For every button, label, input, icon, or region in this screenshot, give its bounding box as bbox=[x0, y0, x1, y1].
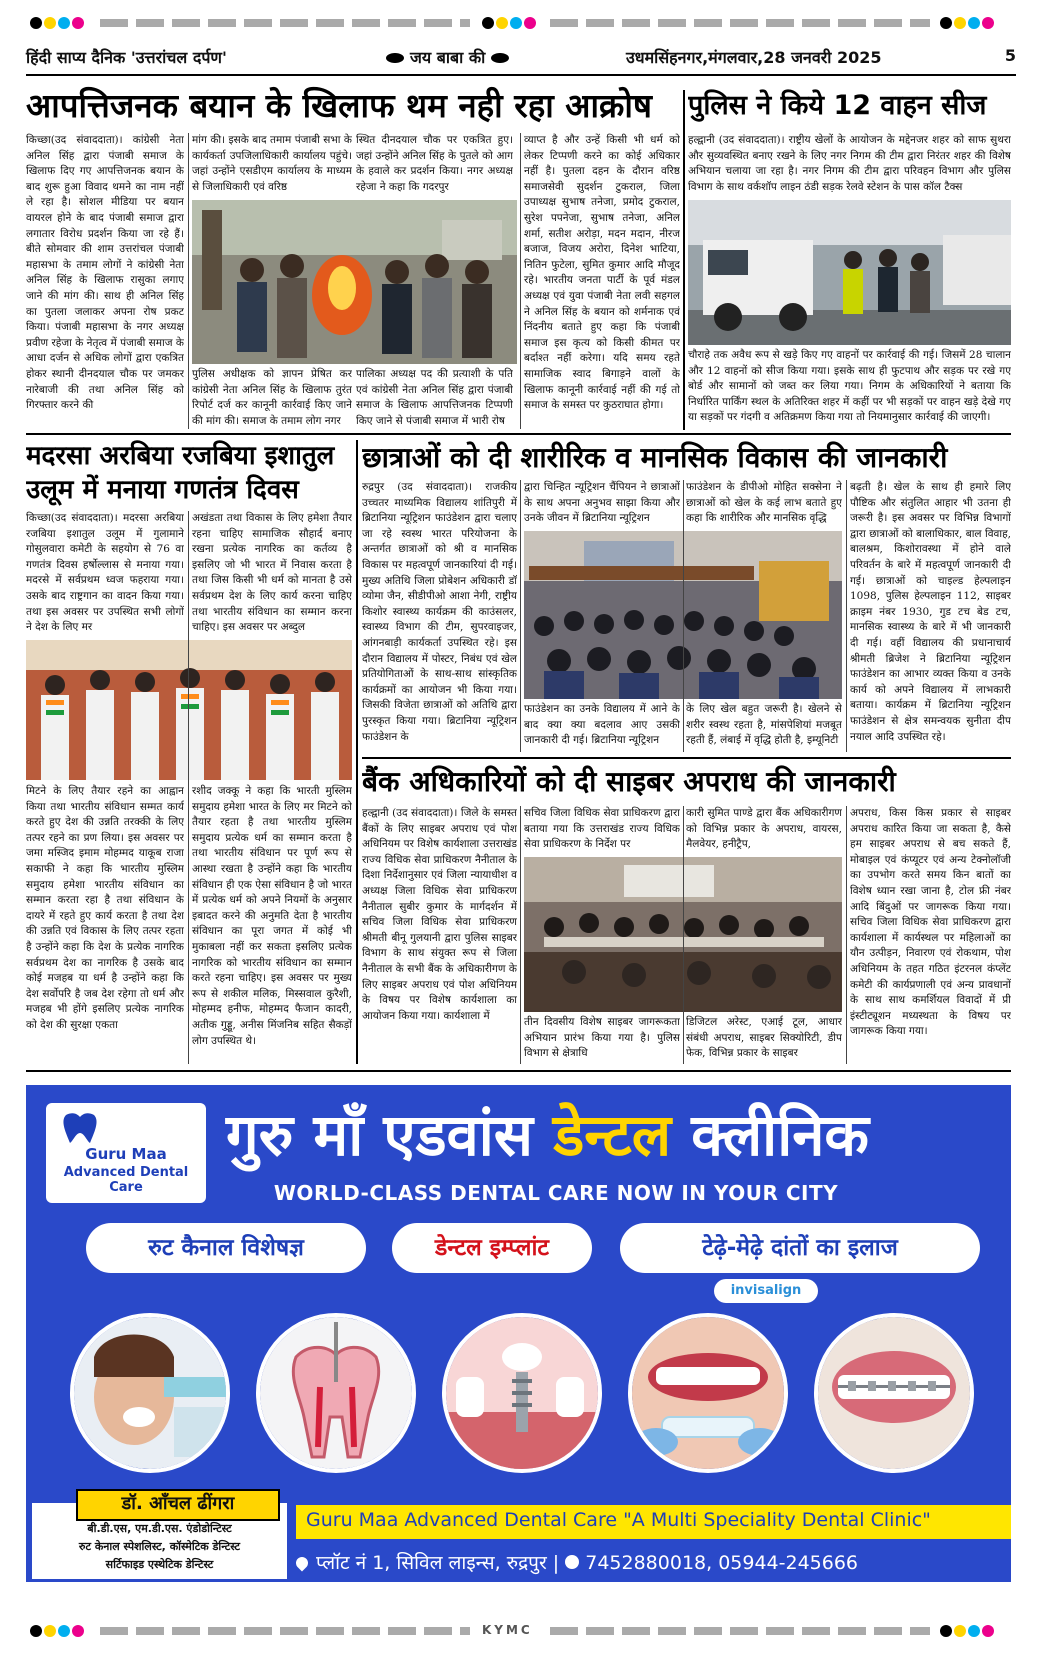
column-rule bbox=[846, 806, 847, 1064]
story5-col3-top: कारी सुमित पाण्डे द्वारा बैंक अधिकारीगण को विभिन्न प्रकार के अपराध, वायरस, मैलवेयर, हनीट्रैप, bbox=[686, 807, 842, 851]
clinic-address: प्लॉट नं 1, सिविल लाइन्स, रुद्रपुर bbox=[316, 1552, 547, 1574]
section-rule bbox=[683, 90, 685, 430]
location-pin-icon bbox=[294, 1555, 311, 1572]
reg-dot bbox=[44, 17, 56, 29]
ad-photo-braces bbox=[814, 1313, 974, 1473]
story1-col2-top: मांग की। इसके बाद तमाम पंजाबी सभा के कार्यकर्ता उपजिलाधिकारी कार्यालय पहुंचे। जहां उन्होंने एसडीएम कार्यालय के माध्यम से जिलाधिकारी एवं वरिष्ठ bbox=[192, 134, 352, 193]
ad-title-part1: गुरु माँ एडवांस bbox=[226, 1101, 534, 1169]
story1-col1: किच्छा(उद संवाददाता)। कांग्रेसी नेता अनिल सिंह द्वारा पंजाबी समाज के खिलाफ दिए गए आपत्तिजनक बयान के बाद शुरू हुआ विवाद थमने का नाम नहीं ले रहा है। सोशल मीडिया पर बयान वायरल होने के बाद पंजाबी समाज द्वारा लगातार विरोध प्रदर्शन किया जा रहे हैं। बीते सोमवार की शाम उत्तरांचल पंजाबी महासभा के तमाम लोगों ने कांग्रेसी नेता अनिल सिंह के खिलाफ रासुका लगाए जाने की मांग की। साथ ही अनिल सिंह का पुतला जलाकर अपना रोष प्रकट किया। पंजाबी महासभा के नगर अध्यक्ष प्रवीण रहेजा के नेतृत्व में पंजाबी समाज के आधा दर्जन से अधिक लोगों द्वारा एकत्रित होकर स्थानी दीनदयाल चौक पर जमकर नारेबाजी की तथा अनिल सिंह को गिरफ्तार करने की bbox=[26, 134, 184, 412]
reg-dot bbox=[954, 17, 966, 29]
reg-dot bbox=[496, 17, 508, 29]
dentist-patient-photo bbox=[74, 1317, 226, 1469]
reg-dot bbox=[72, 17, 84, 29]
masthead-date: उधमसिंहनगर,मंगलवार,28 जनवरी 2025 bbox=[626, 48, 882, 67]
column-rule bbox=[683, 480, 684, 752]
ad-tagline: WORLD-CLASS DENTAL CARE NOW IN YOUR CITY bbox=[273, 1181, 839, 1205]
story3-col2-top: अखंडता तथा विकास के लिए हमेशा तैयार रहना चाहिए सामाजिक सौहार्द बनाए रखना प्रत्येक नागरिक का कर्तव्य है इसलिए जो भी भारत में निवास करता है तथा जिस किसी भी धर्म को मानता है उसे सर्वप्रथम देश के लिए कार्य करना चाहिए तथा भारतीय संविधान का सम्मान करना चाहिए। इस अवसर पर अब्दुल bbox=[192, 512, 352, 634]
story3-photo bbox=[26, 640, 352, 780]
masthead-slogan: जय बाबा की bbox=[410, 48, 486, 67]
column-rule bbox=[520, 480, 521, 752]
section-rule bbox=[26, 433, 1011, 435]
reg-dot bbox=[982, 17, 994, 29]
republic-day-photo bbox=[26, 640, 352, 780]
masthead-paper-name: हिंदी साप्य दैनिक 'उत्तरांचल दर्पण' bbox=[26, 48, 227, 67]
phone-icon bbox=[565, 1555, 579, 1569]
footer-color-marks: KYMC bbox=[482, 1623, 533, 1637]
story3-col1-bottom: मिटने के लिए तैयार रहने का आह्वान किया तथा भारतीय संविधान सम्मत कार्य करते हुए देश की उन्नति तरक्की के लिए तत्पर रहने का प्रण लिया। इस अवसर पर जमा मस्जिद इमाम मोहम्मद याकूब राजा सकाफी ने कहा कि भारतीय मुस्लिम समुदाय हमेशा भारतीय संविधान का सम्मान करता रहा है तथा संविधान के दायरे में रहते हुए कार्य करता है तथा देश की उन्नति एवं विकास के लिए तत्पर रहता है उन्होंने कहा कि देश के प्रत्येक नागरिक सर्वप्रथम देश का नागरिक है उसके बाद कोई मजहब या धर्म है उन्होंने कहा कि देश सर्वोपरि है जब देश रहेगा तो धर्म और मजहब भी होंगे इसलिए प्रत्येक नागरिक को देश की सुरक्षा एकता bbox=[26, 785, 184, 1031]
story2-photo bbox=[688, 200, 1011, 345]
doctor-certification: सर्टिफाइड एस्थेटिक डेन्टिस्ट bbox=[105, 1558, 214, 1571]
story4-col2-bottom: फाउंडेशन का उनके विद्यालय में आने के बाद क्या क्या बदलाव आए उसकी जानकारी दी गई। ब्रिटानिया न्यूट्रिशन bbox=[524, 703, 680, 747]
story2-bottom-text: चौराहे तक अवैध रूप से खड़े किए गए वाहनों पर कार्रवाई की गई। जिसमें 28 चालान और 12 वाहनों को सीज किया गया। इसके साथ ही फुटपाथ और सड़क पर रखे गए बोर्ड और सामानों को जब्त कर लिया गया। निगम के अधिकारियों ने बताया कि निर्धारित पार्किंग स्थल के अतिरिक्त शहर में कहीं पर भी सड़कों पर वाहन खड़े देखे गए या सड़कों पर गंदगी व अतिक्रमण किया गया तो नियमानुसार कार्रवाई की जाएगी। bbox=[688, 349, 1011, 424]
column-rule bbox=[188, 511, 189, 1064]
service-root-canal: रुट कैनाल विशेषज्ञ bbox=[86, 1223, 366, 1273]
invisalign-label: invisalign bbox=[730, 1283, 802, 1298]
reg-dot bbox=[968, 17, 980, 29]
reg-dot bbox=[30, 17, 42, 29]
bottom-registration-bar bbox=[0, 1620, 1039, 1642]
logo-line1: Guru Maa bbox=[85, 1145, 167, 1163]
vehicle-photo bbox=[688, 200, 1011, 345]
story5-col2-top: सचिव जिला विधिक सेवा प्राधिकरण द्वारा बताया गया कि उत्तराखंड राज्य विधिक सेवा प्राधिकरण के निर्देश पर bbox=[524, 807, 680, 851]
section-rule bbox=[362, 757, 1011, 759]
implant-photo bbox=[446, 1317, 598, 1469]
story3-headline-line1: मदरसा अरबिया रजबिया इशातुल bbox=[26, 441, 335, 471]
reg-dot bbox=[954, 1625, 966, 1637]
story4-headline: छात्राओं को दी शारीरिक व मानसिक विकास की जानकारी bbox=[362, 441, 948, 474]
column-rule bbox=[846, 480, 847, 752]
story2-top-text: हल्द्वानी (उद संवाददाता)। राष्ट्रीय खेलों के आयोजन के मद्देनजर शहर को साफ सुथरा और सुव्यवस्थित बनाए रखने के लिए नगर निगम की टीम द्वारा निरंतर शहर की विशेष अभियान चलाया जा रहा है। नगर निगम की टीम द्वारा परिवहन विभाग और पुलिस विभाग के साथ वर्कशॉप लाइन ठंडी सड़क रेलवे स्टेशन के पास कॉल टैक्स bbox=[688, 134, 1011, 193]
braces-photo bbox=[818, 1317, 970, 1469]
reg-dot bbox=[58, 1625, 70, 1637]
ad-photo-implant bbox=[442, 1313, 602, 1473]
tooth-root-icon bbox=[260, 1317, 412, 1469]
aligner-photo bbox=[632, 1317, 784, 1469]
invisalign-badge bbox=[714, 1279, 818, 1303]
story3-col2-bottom: रशीद जक्कू ने कहा कि भारती मुस्लिम समुदाय हमेशा भारत के लिए मर मिटने को तैयार रहता है तथा भारतीय मुस्लिम समुदाय प्रत्येक धर्म का सम्मान करता है तथा भारतीय संविधान पर पूर्ण रूप से आस्था रखता है उन्होंने कहा कि भारतीय संविधान ही एक ऐसा संविधान है जो भारत में प्रत्येक धर्म को अपने नियमों के अनुसार इबादत करने की अनुमति देता है भारतीय संविधान का पूरा जगत में कोई भी मुकाबला नहीं कर सकता इसलिए प्रत्येक नागरिक को भारतीय संविधान का सम्मान करते रहना चाहिए। इस अवसर पर मुख्य रूप से शकील मलिक, मिस्सवाल कुरैशी, मोहम्मद हनीफ, मोहम्मद फैजान कादरी, अतीक गुड्डू, अनीस मिंजनिब सहित सैकड़ों लोग उपस्थित थे। bbox=[192, 785, 352, 1047]
story5-headline: बैंक अधिकारियों को दी साइबर अपराध की जानकारी bbox=[362, 765, 896, 798]
reg-dot bbox=[510, 17, 522, 29]
reg-dot bbox=[72, 1625, 84, 1637]
masthead-center bbox=[386, 46, 509, 68]
logo-line2: Advanced Dental Care bbox=[63, 1165, 189, 1195]
reg-dot bbox=[30, 1625, 42, 1637]
story5-col1: हल्द्वानी (उद संवाददाता)। जिले के समस्त बैंकों के लिए साइबर अपराध एवं पोश अधिनियम पर विशेष कार्यशाला उत्तराखंड राज्य विधिक सेवा प्राधिकरण नैनीताल के दिशा निर्देशानुसार एवं जिला न्यायाधीश व अध्यक्ष जिला विधिक सेवा प्राधिकरण नैनीताल सुबीर कुमार के मार्गदर्शन में सचिव जिला विधिक सेवा प्राधिकरण श्रीमती बीनू गुलयानी द्वारा पुलिस साइबर विभाग के साथ संयुक्त रूप से जिला नैनीताल के सभी बैंक के अधिकारीगण के लिए साइबर अपराध एवं पोश अधिनियम के विषय पर विशेष कार्यशाला का आयोजन किया गया। कार्यशाला में bbox=[362, 807, 517, 1022]
section-rule bbox=[26, 1070, 1011, 1072]
story3-headline-line2: उलूम में मनाया गणतंत्र दिवस bbox=[26, 475, 299, 505]
story1-col3-top: स्थित दीनदयाल चौक पर एकत्रित हुए। जहां उन्होंने अनिल सिंह के पुतले को आग के हवाले कर प्रदर्शन किया। नगर अध्यक्ष रहेजा ने कहा कि गदरपुर bbox=[356, 134, 513, 193]
ad-title bbox=[226, 1093, 996, 1177]
reg-strip bbox=[100, 19, 470, 27]
column-rule bbox=[520, 806, 521, 1064]
ad-photo-aligner bbox=[628, 1313, 788, 1473]
service-dental-implant: डेन्टल इम्प्लांट bbox=[392, 1223, 592, 1273]
story4-col4: बढ़ती है। खेल के साथ ही हमारे लिए पौष्टिक और संतुलित आहार भी उतना ही जरूरी है। इस अवसर पर विभिन्न विभागों द्वारा छात्राओं को बालाधिकार, बाल विवाह, बालश्रम, किशोरावस्था में होने वाले परिवर्तन के बारे में महत्वपूर्ण जानकारी दी गई। छात्राओं को चाइल्ड हेल्पलाइन 1098, पुलिस हेल्पलाइन 112, साइबर क्राइम नंबर 1930, गुड टच बेड टच, मानसिक स्वास्थ्य के बारे में भी जानकारी दी गई। वहीं विद्यालय की प्रधानाचार्य श्रीमती ब्रिजेश ने ब्रिटानिया न्यूट्रिशन फाउंडेशन का आभार व्यक्त किया व उनके कार्य को अपने विद्यालय में लाभकारी बताया। कार्यक्रम में ब्रिटानिया न्यूट्रिशन फाउंडेशन से क्षेत्र समन्वयक सुनीता दीप नयाल आदि उपस्थित रहे। bbox=[850, 481, 1011, 743]
column-rule bbox=[188, 133, 189, 429]
top-registration-bar bbox=[0, 12, 1039, 34]
story3-col1-top: किच्छा(उद संवाददाता)। मदरसा अरबिया रजबिया इशातुल उलूम में गुलामाने गोसुलवारा कमेटी के सहयोग से 76 वा गणतंत्र दिवस हर्षोल्लास से मनाया गया। मदरसे में सर्वप्रथम ध्वज फहराया गया। उसके बाद राष्ट्रगान का वादन किया गया। तथा इस अवसर पर उपस्थित सभी लोगों ने देश के लिए मर bbox=[26, 512, 184, 634]
clinic-phone: 7452880018, 05944-245666 bbox=[585, 1552, 859, 1574]
story1-headline: आपत्तिजनक बयान के खिलाफ थम नही रहा आक्रोष bbox=[26, 86, 652, 125]
protest-photo bbox=[192, 200, 517, 364]
tooth-icon bbox=[60, 1111, 100, 1145]
doctor-specialty: रुट केनाल स्पेशलिस्ट, कॉस्मेटिक डेन्टिस्ट bbox=[78, 1540, 241, 1553]
ad-photo-root-canal bbox=[70, 1313, 230, 1473]
story5-col3-bottom: डिजिटल अरेस्ट, एआई टूल, आधार संबंधी अपराध, साइबर सिक्योरिटी, डीप फेक, विभिन्न प्रकार के साइबर bbox=[686, 1016, 842, 1060]
reg-dot bbox=[968, 1625, 980, 1637]
reg-dot bbox=[982, 1625, 994, 1637]
page-number: 5 bbox=[1004, 46, 1016, 65]
reg-dot bbox=[940, 1625, 952, 1637]
story1-col4: व्याप्त है और उन्हें किसी भी धर्म को लेकर टिप्पणी करने का कोई अधिकार नहीं है। पुतला दहन के दौरान वरिष्ठ समाजसेवी सुदर्शन टुकराल, जिला उपाध्यक्ष सुभाष तनेजा, प्रमोद टुकराल, सुरेश पपनेजा, सुभाष तनेजा, अनिल शर्मा, सतीश अरोड़ा, मदन मदान, नीरज बजाज, विजय अरोरा, दिनेश भाटिया, नितिन फुटेला, सुमित कुमार आदि मौजूद रहे। भारतीय जनता पार्टी के पूर्व मंडल अध्यक्ष एवं युवा पंजाबी नेता लवी सहगल ने अनिल सिंह के बयान को शर्मनाक एवं निंदनीय बताते हुए कहा कि पंजाबी समाज इस कृत्य को किसी कीमत पर बर्दाश्त नहीं करेगा। यदि समय रहते सामाजिक स्वाद बिगाड़ने वालों के खिलाफ कानूनी कार्रवाई नहीं की गई तो समाज के समस्त पर कुठराघात होगा। bbox=[524, 134, 680, 412]
reg-strip bbox=[100, 1627, 470, 1635]
leaf-icon bbox=[491, 53, 509, 63]
doctor-qualification: बी.डी.एस, एम.डी.एस. एंडोडोन्टिस्ट bbox=[87, 1522, 232, 1535]
doctor-info-box bbox=[32, 1493, 287, 1579]
column-rule bbox=[683, 806, 684, 1064]
story1-photo bbox=[192, 200, 517, 364]
reg-dot bbox=[58, 17, 70, 29]
story4-col2-top: द्वारा चिन्हित न्यूट्रिशन चैंपियन ने छात्राओं के साथ अपना अनुभव साझा किया और उनके जीवन में ब्रिटानिया न्यूट्रिशन bbox=[524, 481, 680, 525]
reg-dot bbox=[524, 17, 536, 29]
reg-strip bbox=[550, 19, 930, 27]
story1-col3-bottom: पालिका अध्यक्ष पद की प्रत्याशी के पति एवं कांग्रेसी नेता अनिल सिंह द्वारा पंजाबी समाज के खिलाफ आपत्तिजनक टिप्पणी किए जाने से पंजाबी समाज में भारी रोष bbox=[356, 368, 513, 427]
dental-clinic-ad bbox=[26, 1085, 1011, 1582]
story5-col4: अपराध, किस किस प्रकार से साइबर अपराध कारित किया जा सकता है, कैसे हम साइबर अपराध से बच सकते हैं, मोबाइल एवं कंप्यूटर एवं अन्य टेक्नोलॉजी का उपभोग करते समय किन बातों का विशेष ध्यान रखा जाना है, टोल फ्री नंबर आदि बिंदुओं पर जागरूक किया गया। सचिव जिला विधिक सेवा प्राधिकरण द्वारा कार्यशाला में कार्यस्थल पर महिलाओं का यौन उत्पीड़न, निवारण एवं रोकथाम, पोश अधिनियम के तहत गठित इंटरनल कंप्लेंट कमेटी की कार्यप्रणाली एवं अन्य प्रावधानों के साथ साथ कमर्शियल विवादों में प्री इंस्टीट्यूशन मध्यस्थता के विषय पर जागरूक किया गया। bbox=[850, 807, 1011, 1038]
story4-col3-bottom: के लिए खेल बहुत जरूरी है। खेलने से शरीर स्वस्थ रहता है, मांसपेशियां मजबूत रहती हैं, लंबाई में वृद्धि होती है, इम्यूनिटी bbox=[686, 703, 842, 747]
clinic-full-name: Guru Maa Advanced Dental Care "A Multi Speciality Dental Clinic" bbox=[306, 1509, 931, 1531]
ad-title-highlight: डेन्टल bbox=[553, 1101, 672, 1169]
story1-col2-bottom: पुलिस अधीक्षक को ज्ञापन प्रेषित कर कांग्रेसी नेता अनिल सिंह के खिलाफ तुरंत रिपोर्ट दर्ज कर कानूनी कार्रवाई किए जाने की मांग की। समाज के तमाम लोग नगर bbox=[192, 368, 352, 427]
masthead bbox=[26, 36, 1016, 76]
ad-photo-tooth-diagram bbox=[256, 1313, 416, 1473]
story4-col3-top: फाउंडेशन के डीपीओ मोहित सक्सेना ने छात्राओं को खेल के कई लाभ बताते हुए कहा कि शारीरिक और मानसिक वृद्धि bbox=[686, 481, 842, 525]
ad-title-part2: क्लीनिक bbox=[691, 1101, 869, 1169]
reg-strip bbox=[550, 1627, 930, 1635]
ad-contact-line bbox=[296, 1549, 1001, 1575]
service-aligners: टेढ़े-मेढ़े दांतों का इलाज bbox=[620, 1223, 980, 1273]
reg-dot bbox=[482, 17, 494, 29]
clinic-logo bbox=[46, 1103, 206, 1203]
column-rule bbox=[520, 133, 521, 429]
leaf-icon bbox=[386, 53, 404, 63]
separator: | bbox=[552, 1552, 566, 1574]
doctor-name: डॉ. आँचल ढींगरा bbox=[76, 1489, 280, 1521]
story5-col2-bottom: तीन दिवसीय विशेष साइबर जागरूकता अभियान प्रारंभ किया गया है। पुलिस विभाग से क्षेत्राधि bbox=[524, 1016, 680, 1060]
ad-tagline-band bbox=[296, 1505, 1011, 1539]
story4-col1: रुद्रपुर (उद संवाददाता)। राजकीय उच्चतर माध्यमिक विद्यालय शांतिपुरी में ब्रिटानिया न्यूट्रिशन फाउंडेशन द्वारा चलाए जा रहे स्वस्थ भारत परियोजना के अन्तर्गत छात्राओं को श्री व मानसिक विकास पर महत्वपूर्ण जानकारियां दी गई। मुख्य अतिथि जिला प्रोबेशन अधिकारी डॉ व्योमा जैन, सीडीपीओ आशा नेगी, राष्ट्रीय किशोर स्वास्थ्य कार्यक्रम की काउंसलर, स्वास्थ्य विभाग की टीम, सुपरवाइजर, आंगनबाड़ी कार्यकर्ता उपस्थित रहे। इस दौरान विद्यालय में पोस्टर, निबंध एवं खेल प्रतियोगिताओं के साथ-साथ सांस्कृतिक कार्यक्रमों का आयोजन भी किया गया। जिसकी विजेता छात्राओं को अतिथि द्वारा पुरस्कृत किया गया। ब्रिटानिया न्यूट्रिशन फाउंडेशन के bbox=[362, 481, 517, 743]
reg-dot bbox=[940, 17, 952, 29]
reg-dot bbox=[44, 1625, 56, 1637]
story2-headline: पुलिस ने किये 12 वाहन सीज bbox=[688, 90, 987, 121]
section-rule bbox=[356, 440, 358, 1064]
